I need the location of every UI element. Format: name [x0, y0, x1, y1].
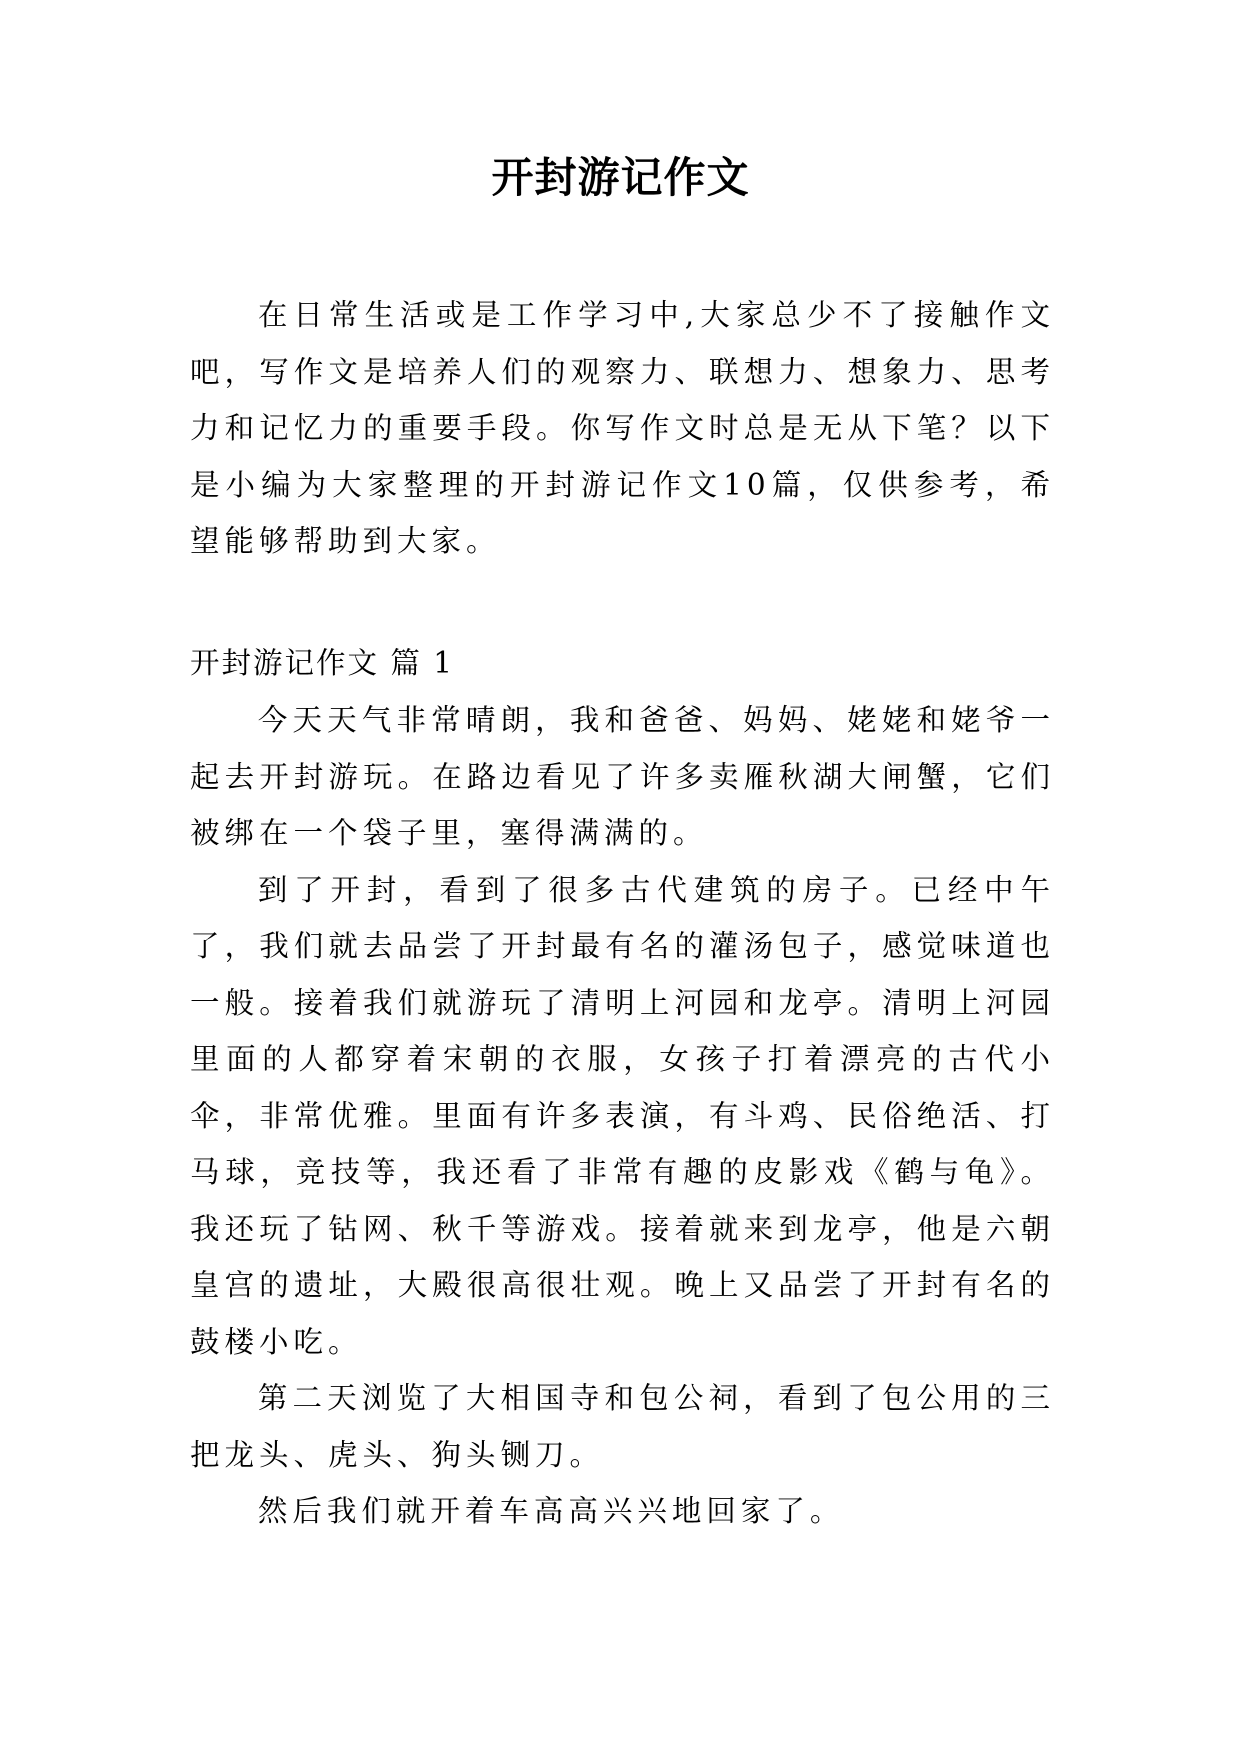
document-title: 开封游记作文 — [491, 153, 750, 202]
essay-paragraph-4: 然后我们就开着车高高兴兴地回家了。 — [257, 1494, 845, 1528]
essay-paragraph-3: 第二天浏览了大相国寺和包公祠，看到了包公用的三把龙头、虎头、狗头铡刀。 — [190, 1381, 1055, 1472]
essay-paragraph-2: 到了开封，看到了很多古代建筑的房子。已经中午了，我们就去品尝了开封最有名的灌汤包子，感觉味道也一般。接着我们就游玩了清明上河园和龙亭。清明上河园里面的人都穿着宋朝的衣服，女孩子打着漂亮的古代小伞，非常优雅。里面有许多表演，有斗鸡、民俗绝活、打马球，竞技等，我还看了非常有趣的皮影戏《鹤与龟》。我还玩了钻网、秋千等游戏。接着就来到龙亭，他是六朝皇宫的遗址，大殿很高很壮观。晚上又品尝了开封有名的鼓楼小吃。 — [190, 872, 1055, 1359]
section-heading: 开封游记作文 篇 1 — [190, 646, 455, 680]
essay-paragraph-1: 今天天气非常晴朗，我和爸爸、妈妈、姥姥和姥爷一起去开封游玩。在路边看见了许多卖雁秋湖大闸蟹，它们被绑在一个袋子里，塞得满满的。 — [190, 703, 1055, 850]
intro-block — [190, 287, 1055, 570]
essay-body — [190, 692, 1055, 1540]
intro-paragraph: 在日常生活或是工作学习中,大家总少不了接触作文吧，写作文是培养人们的观察力、联想力、想象力、思考力和记忆力的重要手段。你写作文时总是无从下笔？以下是小编为大家整理的开封游记作文10篇，仅供参考，希望能够帮助到大家。 — [190, 298, 1055, 558]
